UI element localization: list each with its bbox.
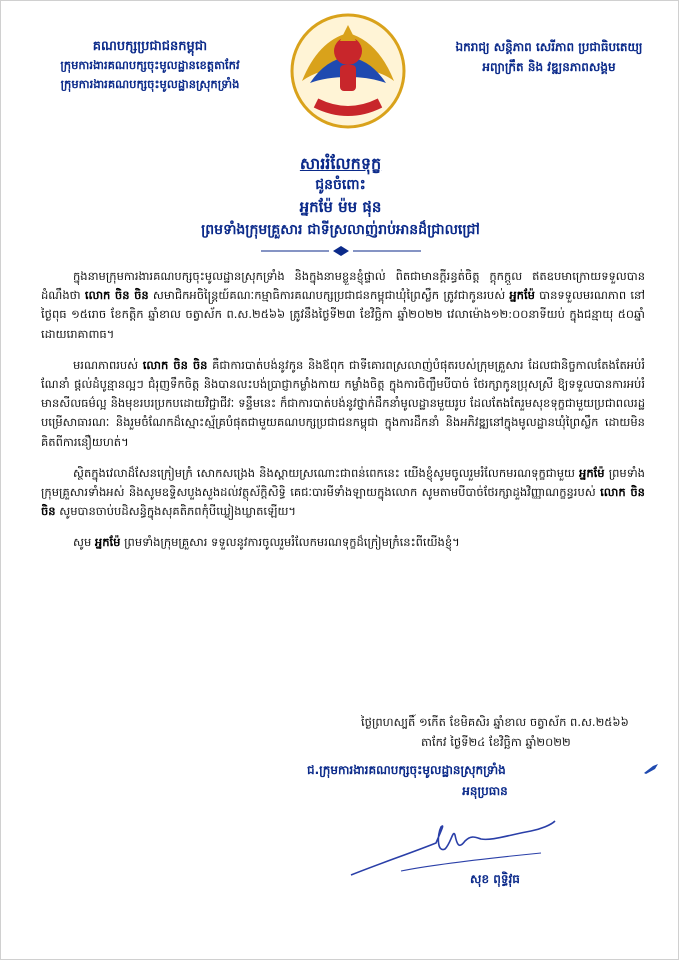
letter-body [41,267,645,565]
committee-province: ក្រុមការងារគណបក្សចុះមូលដ្ឋានខេត្តតាកែវ [60,58,240,72]
committee-district: ក្រុមការងារគណបក្សចុះមូលដ្ឋានស្រុកទ្រាំង [60,77,240,91]
kingdom-line: ឯករាជ្យ សន្តិភាព សេរីភាព ប្រជាធិបតេយ្យ [455,40,643,54]
title-block [1,153,679,256]
para-text: ព្រមទាំងក្រុមគ្រួសារ ទទួលនូវការចូលរួមរំលែកមរណទុក្ខដ៏ក្រៀមក្រំនេះពីយើងខ្ញុំ។ [120,535,460,550]
deceased-name: លោក ចិន ចិន [142,357,208,372]
signer-name: សុខ ពុទ្ធិវុធ [470,872,520,886]
pen-mark-icon [643,763,659,775]
recipient-ref: អ្នកម៉ែ [509,288,535,303]
header-right [425,37,673,77]
recipient-ref: អ្នកម៉ែ [579,465,605,480]
para-text: សមាជិកអចិន្ត្រៃយ៍គណៈកម្មាធិការគណបក្សប្រជាជនកម្ពុជាឃុំព្រៃស្លឹក ត្រូវជាកូនរបស់ [148,288,510,303]
deceased-name: លោក ចិន ចិន [41,485,645,519]
date-solar: តាកែវ ថ្ងៃទី២៤ ខែវិច្ឆិកា ឆ្នាំ២០២២ [421,735,571,749]
paragraph-4 [41,533,645,552]
motto-line: អព្យាក្រឹត និង វឌ្ឍនភាពសង្គម [482,60,616,74]
sender-line: ជ.ក្រុមការងារគណបក្សចុះមូលដ្ឋានស្រុកទ្រាំង [307,763,506,777]
sender-role: អនុប្រធាន [462,784,508,798]
para-text: បានទទួលមរណភាព នៅថ្ងៃពុធ ១៥រោច ខែកត្តិក ឆ្នាំខាល ចត្វាស័ក ព.ស.២៥៦៦ ត្រូវនឹងថ្ងៃទី២៣ ខែវិច្ឆិកា ឆ្នាំ២០២២ វេលាម៉ោង១២:០០នាទីយប់ ក្នុងជន្មាយុ ៥០ឆ្នាំ ដោយរោគាពាធ។ [41,288,645,341]
paragraph-2 [41,356,645,452]
paragraph-1 [41,267,645,344]
para-text: គឺជាការបាត់បង់នូវកូន និងឪពុក ជាទីគោរពស្រលាញ់បំផុតរបស់ក្រុមគ្រួសារ ដែលជានិច្ចកាលតែងតែអប់រំ ណែនាំ ផ្តល់ដំបូន្មានល្អៗ ជំរុញទឹកចិត្ត និងបានលះបង់ប្រាជ្ញាកម្លាំងកាយ កម្លាំងចិត្ត ក្នុងការចិញ្ចឹមបីបាច់ ថែរក្សាកូនប្រុសស្រី ឱ្យទទួលបានការអប់រំ មានសីលធម៌ល្អ និងមុខរបរប្រកបដោយវិជ្ជាជីវៈ ទន្ទឹមនេះ ក៏ជាការបាត់បង់នូវថ្នាក់ដឹកនាំមូលដ្ឋានមួយរូប ដែលតែងតែរួមសុខទុក្ខជាមួយប្រជាពលរដ្ឋ បម្រើសាធារណៈ និងរួមចំណែកដ៏ស្មោះស្ម័គ្របំផុតជាមួយគណបក្សប្រជាជនកម្ពុជា ក្នុងការដឹកនាំ និងអភិវឌ្ឍនៅក្នុងមូលដ្ឋានឃុំព្រៃស្លឹក ដោយមិនគិតពីការនឿយហត់។ [41,357,645,449]
header-left [19,37,281,94]
para-text: សូមបានចាប់បដិសន្ធិក្នុងសុគតិភពកុំបីឃ្លៀងឃ្លាតឡើយ។ [55,504,297,519]
party-name: គណបក្សប្រជាជនកម្ពុជា [92,39,208,54]
para-text: ក្នុងនាមក្រុមការងារគណបក្សចុះមូលដ្ឋានស្រុកទ្រាំង និងក្នុងនាមខ្លួនខ្ញុំផ្ទាល់ ពិតជាមានក្តីរន្ធត់ចិត្ត ក្តុកក្តួល ឥតឧបមាក្រោយទទួលបានដំណឹងថា [41,269,645,303]
to-label: ជូនចំពោះ [315,177,366,193]
paragraph-3 [41,464,645,522]
para-text: សូម [73,535,95,550]
para-text: មរណភាពរបស់ [73,357,143,372]
letter-title: សាររំលែកទុក្ខ [299,154,382,173]
ornament-divider-icon [261,246,421,256]
para-text: ស្ថិតក្នុងវេលាដ៏សែនក្រៀមក្រំ សោកសង្រេង និងស្តាយស្រណោះជាពន់ពេកនេះ យើងខ្ញុំសូមចូលរួមរំលែកមរណទុក្ខជាមួយ [73,465,580,480]
para-text: ព្រមទាំងក្រុមគ្រួសារទាំងអស់ និងសូមឧទ្ទិសបួងសួងដល់វត្ថុស័ក្តិសិទ្ធិ គេជៈបារមីទាំងឡាយក្នុងលោក សូមតាមបីបាច់ថែរក្សាដួងវិញ្ញាណក្ខន្ធរបស់ [41,465,645,500]
recipient-name: អ្នកម៉ែ ម៉ម ផុន [299,198,382,216]
recipient-ref: អ្នកម៉ែ [94,535,121,550]
recipient-family: ព្រមទាំងក្រុមគ្រួសារ ជាទីស្រលាញ់រាប់អានដ៏ជ្រាលជ្រៅ [201,222,480,238]
deceased-name: លោក ចិន ចិន [84,288,149,303]
date-lunar: ថ្ងៃព្រហស្បតិ៍ ១កើត ខែមិគសិរ ឆ្នាំខាល ចត្វាស័ក ព.ស.២៥៦៦ [361,715,629,729]
party-emblem-icon [288,11,408,131]
